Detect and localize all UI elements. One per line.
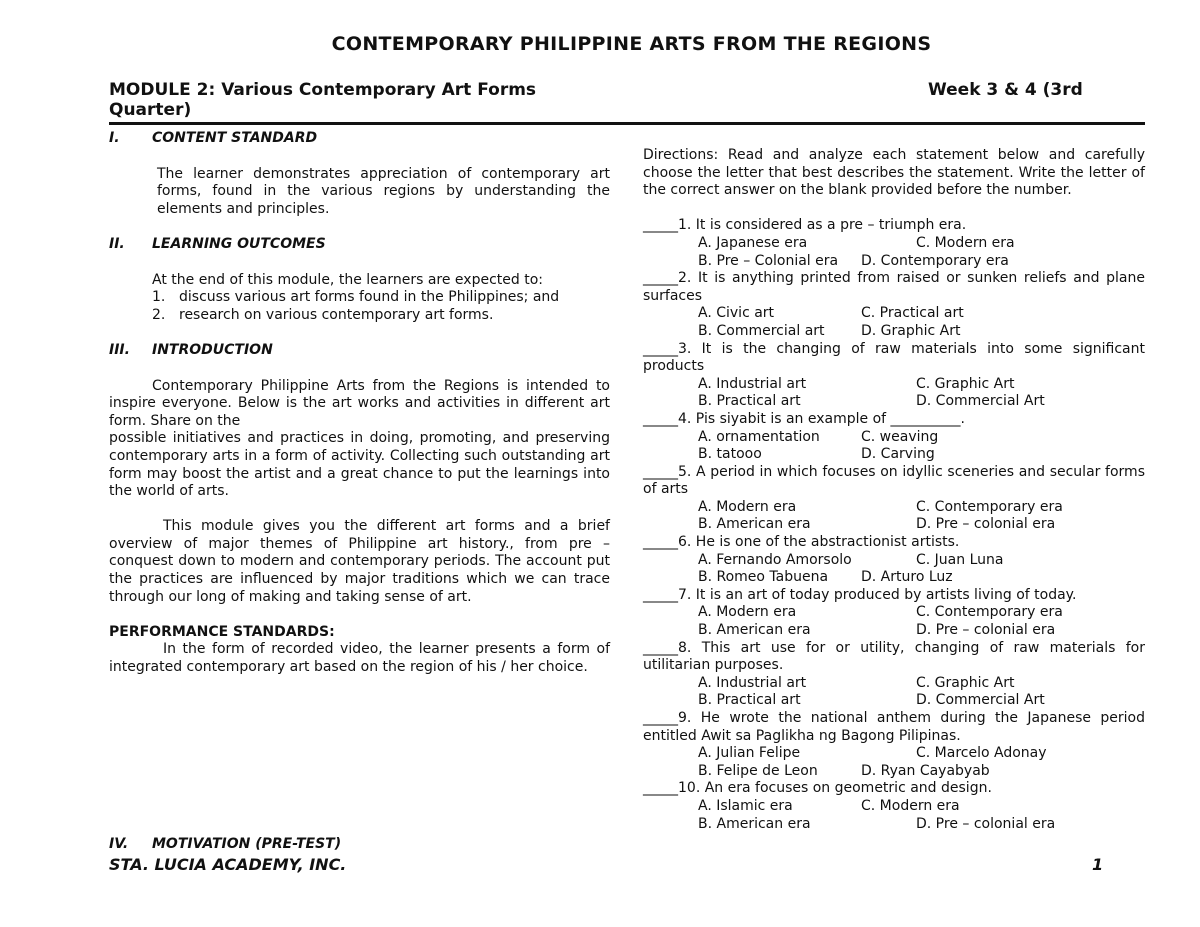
- option-b: B. Practical art: [698, 393, 801, 410]
- learning-outcomes-intro: At the end of this module, the learners are expected to:: [152, 271, 543, 288]
- option-b: B. American era: [698, 815, 811, 832]
- question-text: _____3. It is the changing of raw materials into some significant products: [643, 340, 1145, 375]
- question-6: [643, 534, 1145, 587]
- performance-standards-heading: PERFORMANCE STANDARDS:: [109, 623, 335, 640]
- question-9: [643, 710, 1145, 780]
- introduction-heading: [109, 342, 610, 360]
- quarter-label: Quarter): [109, 100, 192, 120]
- option-b: B. tatooo: [698, 446, 762, 463]
- option-a: A. Modern era: [698, 604, 797, 621]
- section-number: IV.: [109, 836, 129, 852]
- question-text: _____2. It is anything printed from raised or sunken reliefs and plane surfaces: [643, 270, 1145, 304]
- question-5: [643, 464, 1145, 534]
- section-number: II.: [109, 235, 125, 252]
- option-a: A. ornamentation: [698, 428, 820, 445]
- module-header: [109, 80, 1145, 120]
- question-text: _____1. It is considered as a pre – triumph era.: [643, 217, 967, 234]
- section-label: LEARNING OUTCOMES: [152, 235, 326, 252]
- section-label: MOTIVATION (PRE-TEST): [152, 836, 342, 852]
- option-b: B. American era: [698, 622, 811, 639]
- school-name: STA. LUCIA ACADEMY, INC.: [109, 855, 347, 874]
- document-title: CONTEMPORARY PHILIPPINE ARTS FROM THE REGIONS: [331, 33, 932, 55]
- option-d: D. Ryan Cayabyab: [861, 762, 990, 779]
- option-c: C. Practical art: [861, 305, 964, 322]
- option-b: B. Romeo Tabuena: [698, 569, 829, 586]
- learning-outcomes-heading: [109, 236, 610, 254]
- introduction-paragraph-2: This module gives you the different art forms and a brief overview of major themes of Philippine art history., from pre – conquest down to modern and contemporary periods. The account put the practices are influenced by major traditions which we can trace through our long of making and taking sense of art.: [109, 518, 610, 605]
- right-column: [643, 147, 1145, 833]
- question-text: _____8. This art use for or utility, changing of raw materials for utilitarian purposes.: [643, 639, 1145, 674]
- list-item: [152, 307, 610, 325]
- list-item: [152, 289, 610, 307]
- option-d: D. Pre – colonial era: [916, 516, 1056, 533]
- option-a: A. Industrial art: [698, 674, 807, 691]
- option-b: B. American era: [698, 516, 811, 533]
- option-a: A. Fernando Amorsolo: [698, 551, 852, 568]
- content-standard-heading: [109, 130, 610, 148]
- option-a: A. Islamic era: [698, 797, 793, 814]
- module-label: MODULE 2: Various Contemporary Art Forms: [109, 80, 537, 100]
- option-c: C. weaving: [861, 428, 939, 445]
- option-b: B. Felipe de Leon: [698, 762, 818, 779]
- question-text: _____7. It is an art of today produced by artists living of today.: [643, 586, 1077, 603]
- question-text: _____9. He wrote the national anthem during the Japanese period entitled Awit sa Paglikha ng Bagong Pilipinas.: [643, 710, 1145, 744]
- performance-standards-text: In the form of recorded video, the learner presents a form of integrated contemporary art based on the region of his / her choice.: [109, 641, 610, 676]
- option-c: C. Modern era: [916, 234, 1015, 251]
- question-8: [643, 640, 1145, 710]
- week-label: Week 3 & 4 (3rd: [928, 80, 1083, 100]
- option-d: D. Commercial Art: [916, 393, 1045, 410]
- option-a: A. Modern era: [698, 498, 797, 515]
- option-d: D. Graphic Art: [861, 322, 961, 339]
- question-1: [643, 217, 1145, 270]
- question-text: _____10. An era focuses on geometric and design.: [643, 780, 992, 797]
- page-number: 1: [1092, 855, 1104, 874]
- option-c: C. Contemporary era: [916, 604, 1063, 621]
- option-d: D. Contemporary era: [861, 252, 1009, 269]
- option-c: C. Graphic Art: [916, 674, 1015, 691]
- option-c: C. Juan Luna: [916, 551, 1004, 568]
- question-2: [643, 270, 1145, 340]
- question-4: [643, 411, 1145, 464]
- section-number: I.: [109, 130, 120, 146]
- motivation-heading: [109, 836, 342, 852]
- section-number: III.: [109, 341, 130, 358]
- option-c: C. Marcelo Adonay: [916, 745, 1047, 762]
- option-d: D. Pre – colonial era: [916, 622, 1056, 639]
- content-standard-text: The learner demonstrates appreciation of contemporary art forms, found in the various regions by understanding the elements and principles.: [157, 165, 610, 217]
- list-number: 1.: [152, 289, 166, 306]
- option-a: A. Japanese era: [698, 234, 808, 251]
- option-b: B. Commercial art: [698, 322, 825, 339]
- option-c: C. Contemporary era: [916, 498, 1063, 515]
- directions-text: Directions: Read and analyze each statement below and carefully choose the letter that best describes the statement. Write the letter of the correct answer on the blank provided before the number.: [643, 147, 1145, 199]
- question-text: _____5. A period in which focuses on idyllic sceneries and secular forms of arts: [643, 463, 1145, 498]
- page-footer: [109, 855, 1145, 874]
- option-d: D. Arturo Luz: [861, 569, 953, 586]
- option-c: C. Graphic Art: [916, 375, 1015, 392]
- option-c: C. Modern era: [861, 797, 960, 814]
- list-number: 2.: [152, 306, 166, 323]
- introduction-paragraph-1a: Contemporary Philippine Arts from the Regions is intended to inspire everyone. Below is the art works and activities in different art form. Share on the: [109, 377, 610, 429]
- question-10: [643, 780, 1145, 833]
- option-b: B. Pre – Colonial era: [698, 252, 839, 269]
- question-3: [643, 341, 1145, 411]
- option-a: A. Julian Felipe: [698, 745, 801, 762]
- option-d: D. Commercial Art: [916, 692, 1045, 709]
- section-label: CONTENT STANDARD: [152, 130, 318, 146]
- left-column: [109, 130, 610, 677]
- question-text: _____6. He is one of the abstractionist artists.: [643, 534, 960, 551]
- introduction-paragraph-1b: possible initiatives and practices in doing, promoting, and preserving contemporary arts in a form of activity. Collecting such outstanding art form may boost the artist and a great chance to put the learnings into the world of arts.: [109, 430, 610, 500]
- header-rule: [109, 122, 1145, 125]
- list-text: discuss various art forms found in the Philippines; and: [179, 289, 560, 306]
- option-a: A. Industrial art: [698, 375, 807, 392]
- option-d: D. Carving: [861, 446, 935, 463]
- question-7: [643, 587, 1145, 640]
- option-b: B. Practical art: [698, 692, 801, 709]
- question-text: _____4. Pis siyabit is an example of __________.: [643, 410, 965, 427]
- list-text: research on various contemporary art forms.: [179, 306, 494, 323]
- option-d: D. Pre – colonial era: [916, 815, 1056, 832]
- option-a: A. Civic art: [698, 305, 775, 322]
- section-label: INTRODUCTION: [152, 341, 273, 358]
